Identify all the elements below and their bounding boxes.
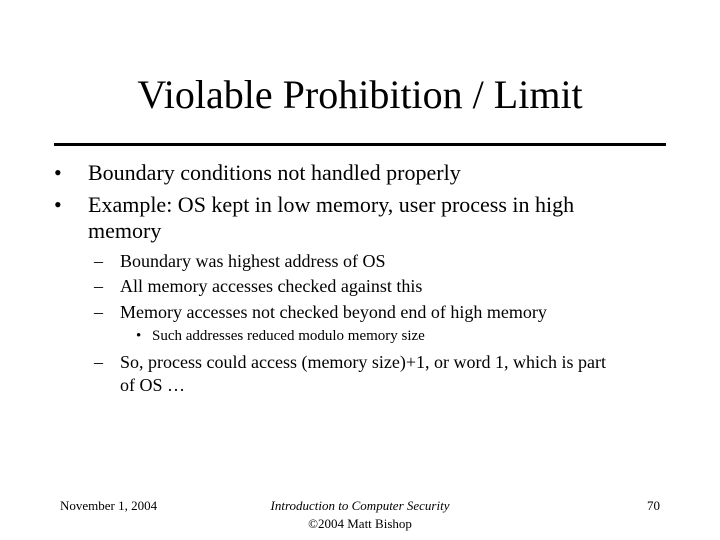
sub-bullet-text: All memory accesses checked against this [120,276,423,296]
footer-course-title: Introduction to Computer Security [270,498,450,513]
sub-bullet-marker: – [94,352,103,372]
sub-sub-bullet-text: Such addresses reduced modulo memory size [152,328,425,344]
page-number: 70 [647,498,660,513]
sub-bullet-marker: – [94,276,103,296]
sub-bullet-text: Memory accesses not checked beyond end of high memory [120,302,547,322]
bullet-2-continuation: memory [88,218,162,243]
bullet-text: Boundary conditions not handled properly [88,160,461,185]
sub-bullet-text: Boundary was highest address of OS [120,251,386,271]
sub-sub-bullet-marker: • [136,328,142,344]
footer-center [230,497,490,533]
footer-copyright: ©2004 Matt Bishop [308,516,412,531]
sub-bullet-text: So, process could access (memory size)+1, or word 1, which is part [120,352,607,372]
footer-date: November 1, 2004 [60,498,158,513]
bullet-text: Example: OS kept in low memory, user process in high [88,192,575,217]
bullet-marker: • [54,192,62,217]
sub-bullet-marker: – [94,302,103,322]
slide-title: Violable Prohibition / Limit [137,72,583,117]
sub-bullet-marker: – [94,251,103,271]
bullet-marker: • [54,160,62,185]
sub-bullet-4-continuation: of OS … [120,375,186,395]
title-underline [54,143,666,146]
